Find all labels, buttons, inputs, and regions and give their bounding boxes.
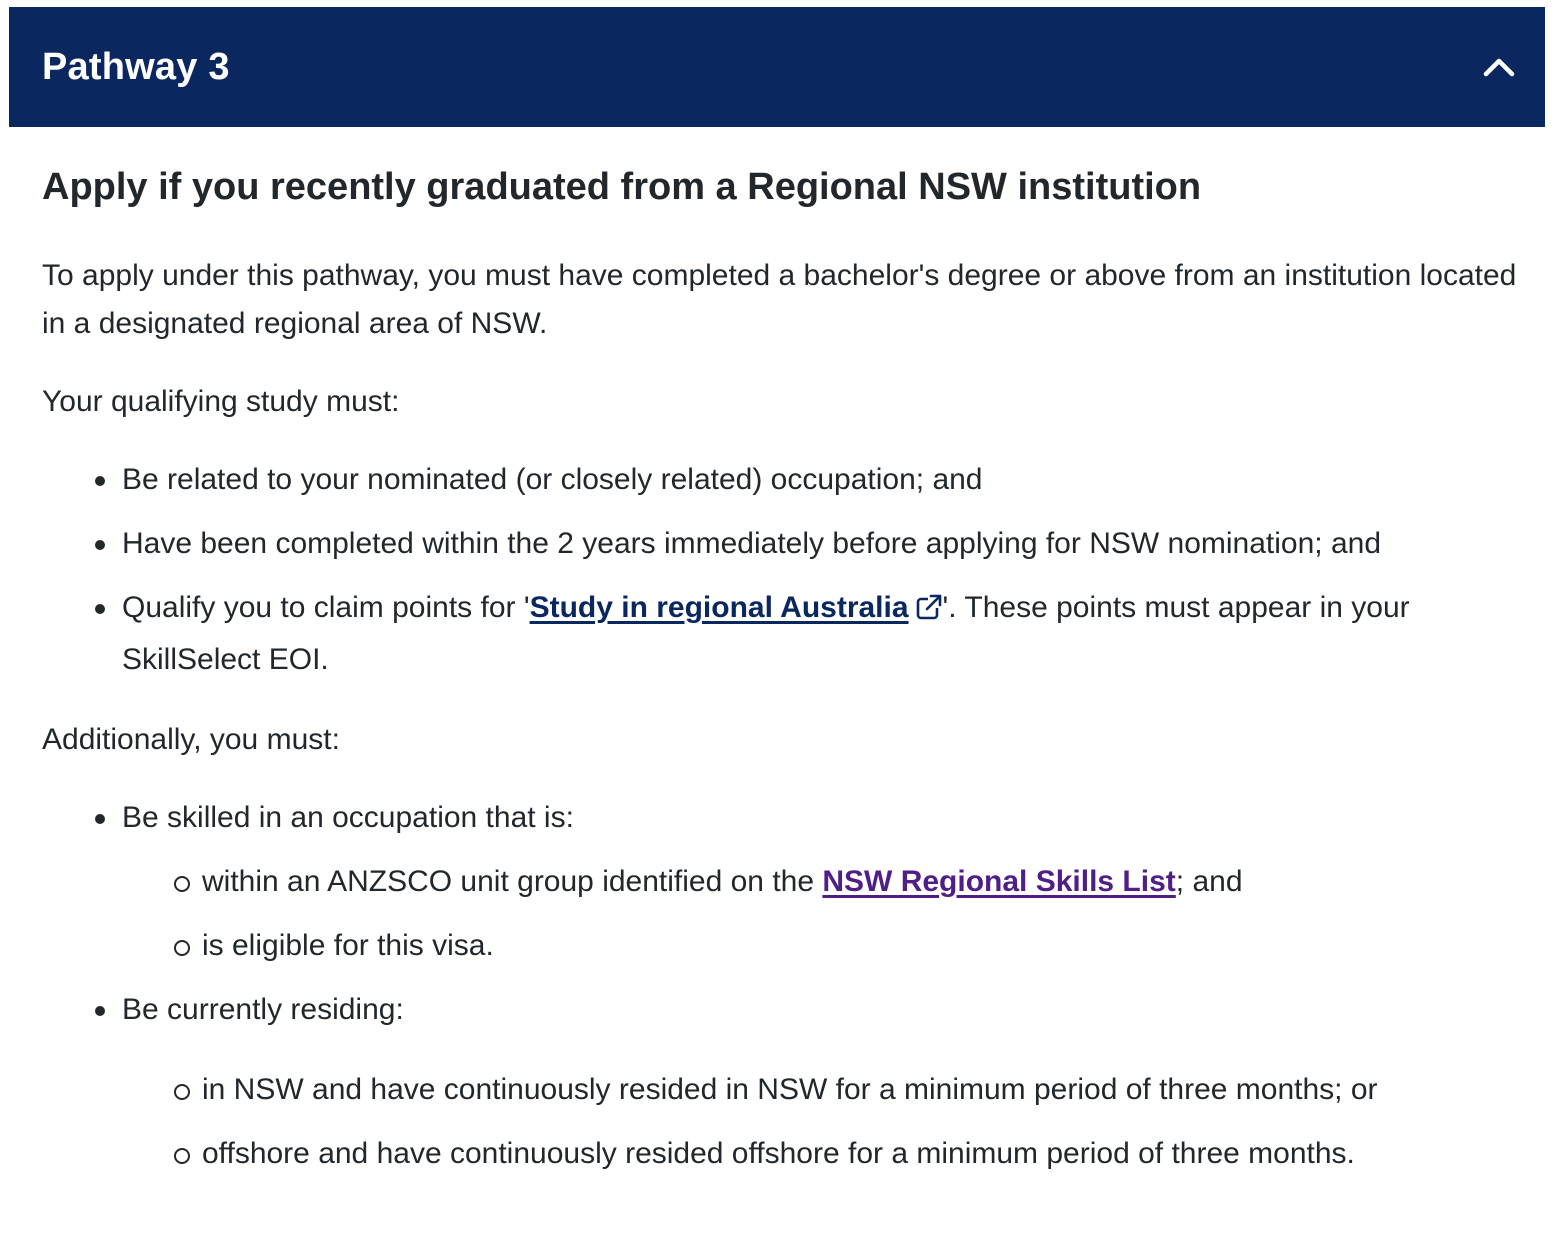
list-item-text: ; and [1175,865,1243,898]
list-item-text: Be skilled in an occupation that is: [122,801,574,834]
sub-list [202,1066,1522,1178]
accordion-header-pathway-3[interactable] [9,7,1545,127]
list-item-text: '. These points must appear in your SkillSelect EOI. [122,591,1410,676]
link-text: Study in regional Australia [529,591,909,624]
list-item [122,986,1522,1178]
study-requirements-list [122,456,1522,684]
study-lead: Your qualifying study must: [42,385,400,418]
intro-paragraph: To apply under this pathway, you must have completed a bachelor's degree or above from an institution located in a designated regional area of NSW. [42,259,1517,340]
list-item [122,584,1522,684]
list-item-text: Be currently residing: [122,993,404,1026]
list-item [122,794,1522,970]
list-item-text: is eligible for this visa. [202,929,494,962]
sub-list-item [202,922,1522,970]
section-heading: Apply if you recently graduated from a Regional NSW institution [42,166,1202,208]
list-item [122,520,1522,568]
list-item-text: Be related to your nominated (or closely related) occupation; and [122,463,983,496]
list-item-text: Qualify you to claim points for ' [122,591,530,624]
additional-requirements-list [122,794,1522,1178]
accordion-content [42,160,1522,1210]
study-in-regional-australia-link[interactable] [530,591,909,624]
link-text: NSW Regional Skills List [822,865,1176,898]
list-item-text: within an ANZSCO unit group identified on the [202,865,823,898]
nsw-regional-skills-list-link[interactable] [822,865,1175,898]
list-item [122,456,1522,504]
sub-list [202,858,1522,970]
sub-list-item [202,1130,1522,1178]
accordion-title: Pathway 3 [42,45,230,88]
list-item-text: Have been completed within the 2 years immediately before applying for NSW nomination; and [122,527,1382,560]
external-link-icon[interactable] [915,588,943,636]
sub-list-item [202,858,1522,906]
chevron-up-icon[interactable] [1479,47,1519,87]
sub-list-item [202,1066,1522,1114]
list-item-text: offshore and have continuously resided offshore for a minimum period of three months. [202,1137,1355,1170]
additional-lead: Additionally, you must: [42,723,340,756]
list-item-text: in NSW and have continuously resided in NSW for a minimum period of three months; or [202,1073,1378,1106]
